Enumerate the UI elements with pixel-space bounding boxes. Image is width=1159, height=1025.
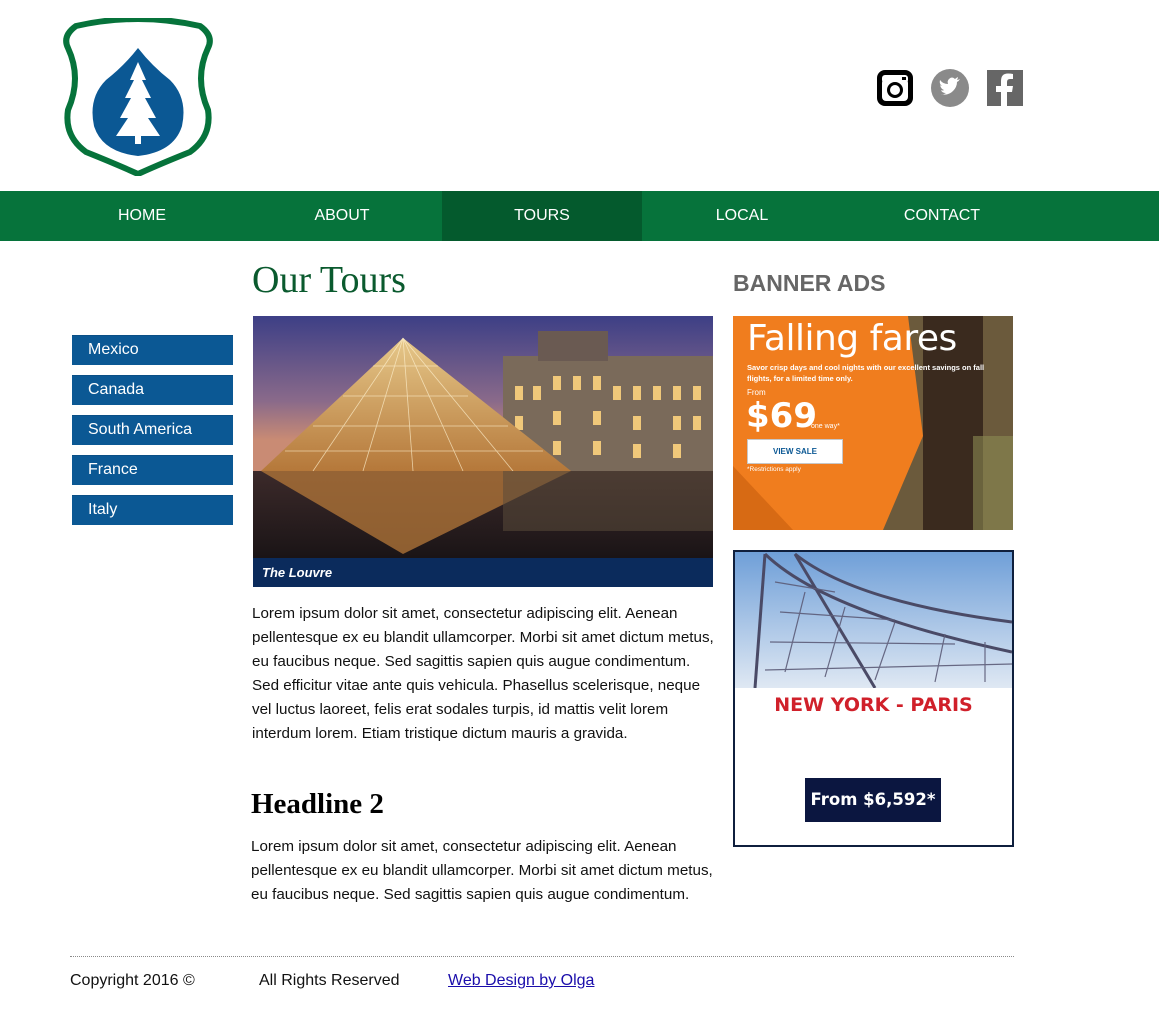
- ad1-text-line1: Savor crisp days and cool nights with our excellent savings on fall: [747, 363, 985, 372]
- falling-fares-ad[interactable]: [733, 316, 1013, 530]
- main-nav: [0, 191, 1159, 241]
- ad1-text-line2: flights, for a limited time only.: [747, 374, 853, 383]
- footer-credit-link[interactable]: Web Design by Olga: [448, 972, 595, 989]
- eiffel-tower-image: [735, 552, 1012, 688]
- ad1-price: $69: [746, 396, 817, 436]
- banner-ads-heading: BANNER ADS: [733, 270, 886, 296]
- sidebar-item-france[interactable]: France: [72, 455, 233, 485]
- nav-tours[interactable]: TOURS: [442, 191, 642, 241]
- footer-rights: All Rights Reserved: [259, 972, 400, 989]
- headline-2: Headline 2: [251, 788, 384, 820]
- sidebar-item-mexico[interactable]: Mexico: [72, 335, 233, 365]
- nav-about[interactable]: ABOUT: [314, 207, 370, 224]
- ad1-note: *Restrictions apply: [747, 466, 801, 473]
- louvre-photo: [253, 316, 713, 587]
- view-sale-button[interactable]: VIEW SALE: [747, 439, 843, 464]
- sidebar-item-south-america[interactable]: South America: [72, 415, 233, 445]
- site-logo[interactable]: [62, 18, 214, 176]
- ad1-headline: Falling fares: [747, 318, 957, 359]
- ad1-text: [747, 362, 1009, 384]
- louvre-image: [253, 316, 713, 558]
- sidebar-item-italy[interactable]: Italy: [72, 495, 233, 525]
- footer-divider: [70, 956, 1014, 957]
- body-paragraph: Lorem ipsum dolor sit amet, consectetur adipiscing elit. Aenean pellentesque ex eu blandit ullamcorper. Morbi sit amet dictum metus, eu faucibus neque. Sed sagittis sapien quis augue condimentum.: [251, 838, 713, 903]
- ad2-price-button[interactable]: From $6,592*: [805, 778, 941, 822]
- footer-copyright: Copyright 2016 ©: [70, 972, 195, 989]
- page-title: Our Tours: [252, 259, 406, 301]
- photo-caption: The Louvre: [253, 558, 713, 587]
- ad2-route: NEW YORK - PARIS: [774, 694, 973, 716]
- nav-local[interactable]: LOCAL: [715, 207, 769, 224]
- nav-contact[interactable]: CONTACT: [903, 207, 981, 224]
- twitter-icon[interactable]: [931, 69, 969, 107]
- instagram-icon[interactable]: [877, 70, 913, 106]
- ad1-from-label: From: [747, 388, 766, 397]
- facebook-icon[interactable]: [987, 70, 1023, 106]
- new-york-paris-ad[interactable]: [733, 550, 1014, 847]
- ad1-price-suffix: one way*: [811, 423, 840, 430]
- nav-home[interactable]: HOME: [118, 207, 166, 224]
- sidebar-item-canada[interactable]: Canada: [72, 375, 233, 405]
- intro-paragraph: Lorem ipsum dolor sit amet, consectetur adipiscing elit. Aenean pellentesque ex eu blandit ullamcorper. Morbi sit amet dictum metus, eu faucibus neque. Sed sagittis sapien quis augue condimentum. Sed efficitur vitae ante quis vehicula. Phasellus scelerisque, neque vel luctus laoreet, felis erat sodales turpis, id mattis velit lorem interdum lorem. Etiam tristique dictum mauris a gravida.: [252, 605, 714, 742]
